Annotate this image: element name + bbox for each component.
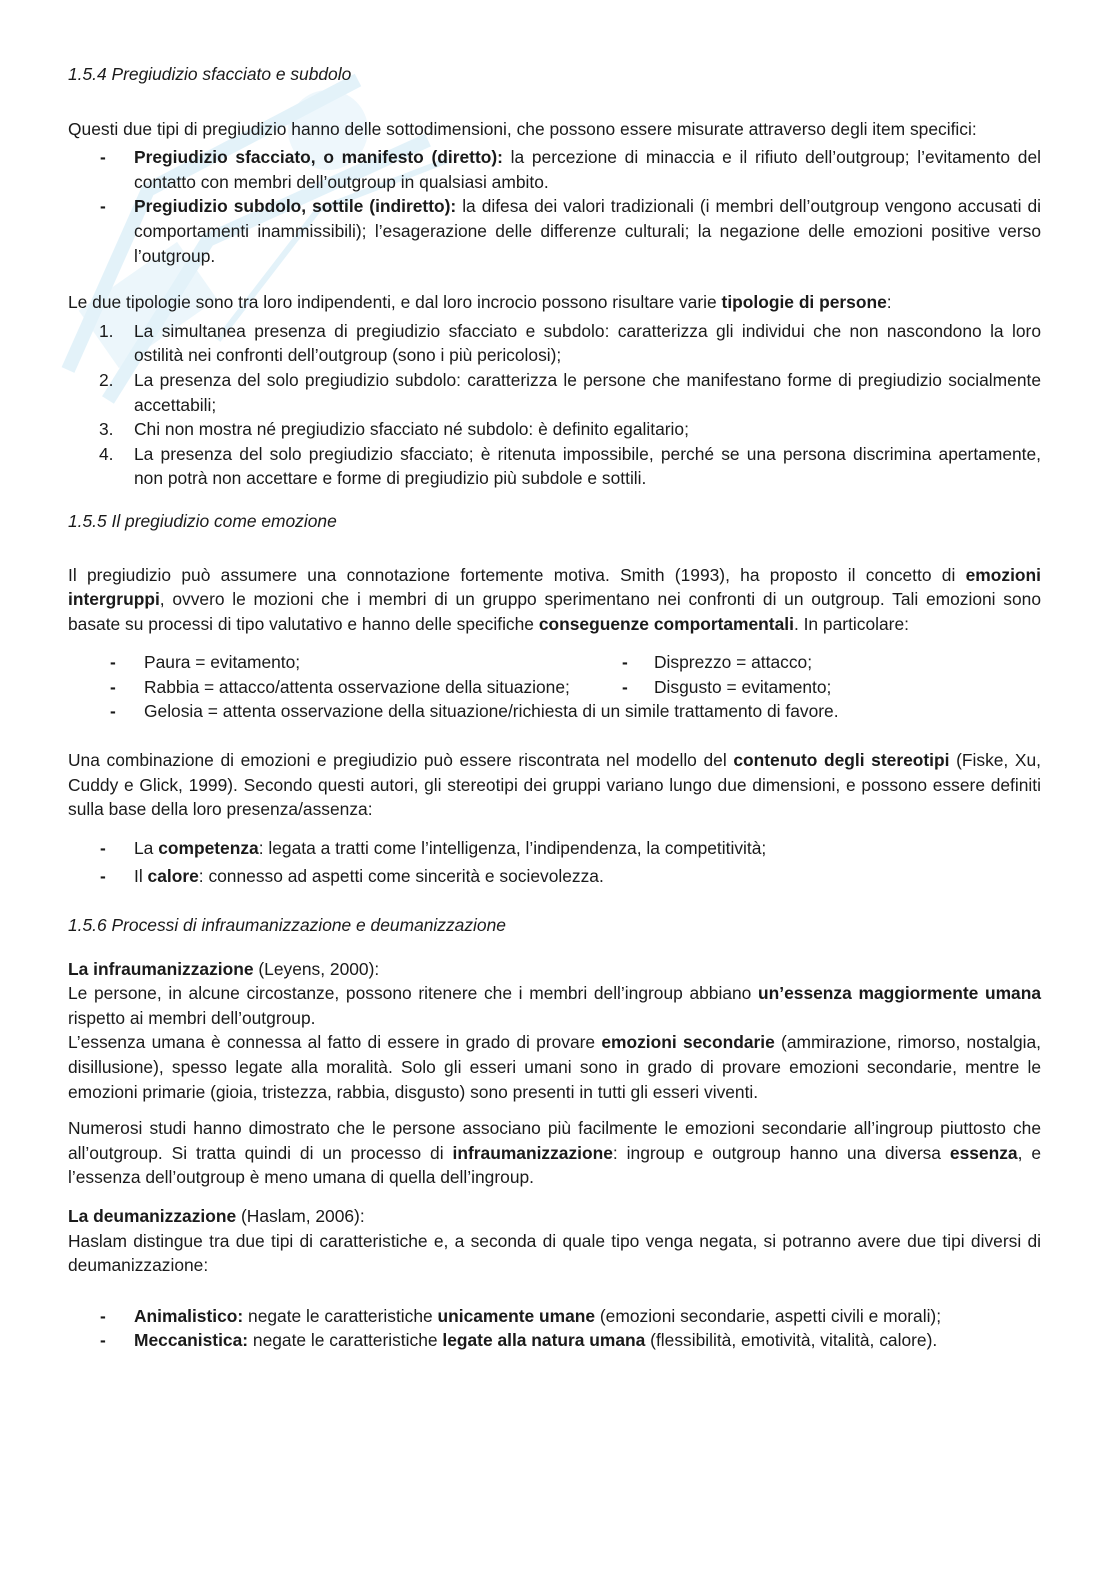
infra-paragraph-1: Le persone, in alcune circostanze, possono ritenere che i membri dell’ingroup abbiano un’essenza maggiormente umana rispetto ai membri dell’outgroup.: [68, 983, 1041, 1028]
list-item: 1. La simultanea presenza di pregiudizio sfacciato e subdolo: caratterizza gli individui che non nascondono la loro ostilità nei confronti dell’outgroup (sono i più pericolosi);: [99, 320, 1041, 366]
list-item: - Gelosia = attenta osservazione della situazione/richiesta di un simile trattamento di favore.: [110, 701, 839, 722]
section-title-156: 1.5.6 Processi di infraumanizzazione e deumanizzazione: [68, 915, 506, 936]
paragraph-intro-154: Questi due tipi di pregiudizio hanno delle sottodimensioni, che possono essere misurate attraverso degli item specifici:: [68, 118, 977, 139]
list-item: 3. Chi non mostra né pregiudizio sfacciato né subdolo: è definito egalitario;: [99, 419, 689, 440]
list-item: - Il calore: connesso ad aspetti come sincerità e socievolezza.: [100, 866, 604, 887]
list-item: - Disprezzo = attacco;: [622, 652, 813, 673]
paragraph-types-intro: Le due tipologie sono tra loro indipendenti, e dal loro incrocio possono risultare varie tipologie di persone:: [68, 292, 892, 313]
list-item: - Animalistico: negate le caratteristiche unicamente umane (emozioni secondarie, aspetti civili e morali);: [100, 1305, 942, 1326]
list-item: - Meccanistica: negate le caratteristiche legate alla natura umana (flessibilità, emotività, vitalità, calore).: [100, 1330, 938, 1351]
dimensions-list: [68, 836, 1041, 889]
section-title-155: 1.5.5 Il pregiudizio come emozione: [68, 510, 337, 531]
list-item: 4. La presenza del solo pregiudizio sfacciato; è ritenuta impossibile, perché se una persona discrimina apertamente, non potrà non accettare e forme di pregiudizio più subdole e sottili.: [99, 443, 1041, 489]
infra-paragraph-3: Numerosi studi hanno dimostrato che le persone associano più facilmente le emozioni secondarie all’ingroup piuttosto che all’outgroup. Si tratta quindi di un processo di infraumanizzazione: ingroup e outgroup hanno una diversa essenza, e l’essenza dell’outgroup è meno umana di quella dell’ingroup.: [68, 1118, 1042, 1188]
paragraph-emotions-intro: Il pregiudizio può assumere una connotazione fortemente motiva. Smith (1993), ha proposto il concetto di emozioni intergruppi, ovvero le mozioni che i membri di un gruppo sperimentano nei confronti di un outgroup. Tali emozioni sono basate su processi di tipo valutativo e hanno delle specifiche conseguenze comportamentali. In particolare:: [68, 564, 1041, 634]
deum-paragraph: Haslam distingue tra due tipi di caratteristiche e, a seconda di quale tipo venga negata, si potranno avere due tipi diversi di deumanizzazione:: [68, 1230, 1041, 1276]
person-types-list: [68, 319, 1041, 491]
emotions-list: [68, 650, 1041, 724]
dehumanization-list: [68, 1304, 1041, 1353]
list-item: - La competenza: legata a tratti come l’intelligenza, l’indipendenza, la competitività;: [100, 837, 767, 858]
deum-heading: La deumanizzazione (Haslam, 2006):: [68, 1205, 365, 1226]
list-item: 2. La presenza del solo pregiudizio subdolo: caratterizza le persone che manifestano forme di pregiudizio socialmente accettabili;: [99, 369, 1041, 415]
infra-heading: La infraumanizzazione (Leyens, 2000):: [68, 958, 380, 979]
list-item: - Pregiudizio sfacciato, o manifesto (diretto): la percezione di minaccia e il rifiuto dell’outgroup; l’evitamento del contatto con membri dell’outgroup in qualsiasi ambito.: [100, 147, 1041, 192]
list-item: - Pregiudizio subdolo, sottile (indiretto): la difesa dei valori tradizionali (i membri dell’outgroup vengono accusati di comportamenti inammissibili); l’esagerazione delle differenze culturali; la negazione delle emozioni positive verso l’outgroup.: [100, 196, 1041, 266]
paragraph-stereotype-content: Una combinazione di emozioni e pregiudizio può essere riscontrata nel modello del contenuto degli stereotipi (Fiske, Xu, Cuddy e Glick, 1999). Secondo questi autori, gli stereotipi dei gruppi variano lungo due dimensioni, e possono essere definiti sulla base della loro presenza/assenza:: [68, 750, 1041, 820]
list-item: - Rabbia = attacco/attenta osservazione della situazione;: [110, 676, 570, 697]
infra-paragraph-2: L’essenza umana è connessa al fatto di essere in grado di provare emozioni secondarie (ammirazione, rimorso, nostalgia, disillusione), spesso legate alla moralità. Solo gli esseri umani sono in grado di provare emozioni secondarie, mentre le emozioni primarie (gioia, tristezza, rabbia, disgusto) sono presenti in tutti gli esseri viventi.: [68, 1032, 1041, 1102]
page-content: [68, 62, 1041, 1353]
list-item: - Paura = evitamento;: [110, 652, 301, 673]
section-title-154: 1.5.4 Pregiudizio sfacciato e subdolo: [68, 64, 352, 84]
list-item: - Disgusto = evitamento;: [622, 676, 832, 697]
prejudice-types-list: [68, 145, 1041, 268]
